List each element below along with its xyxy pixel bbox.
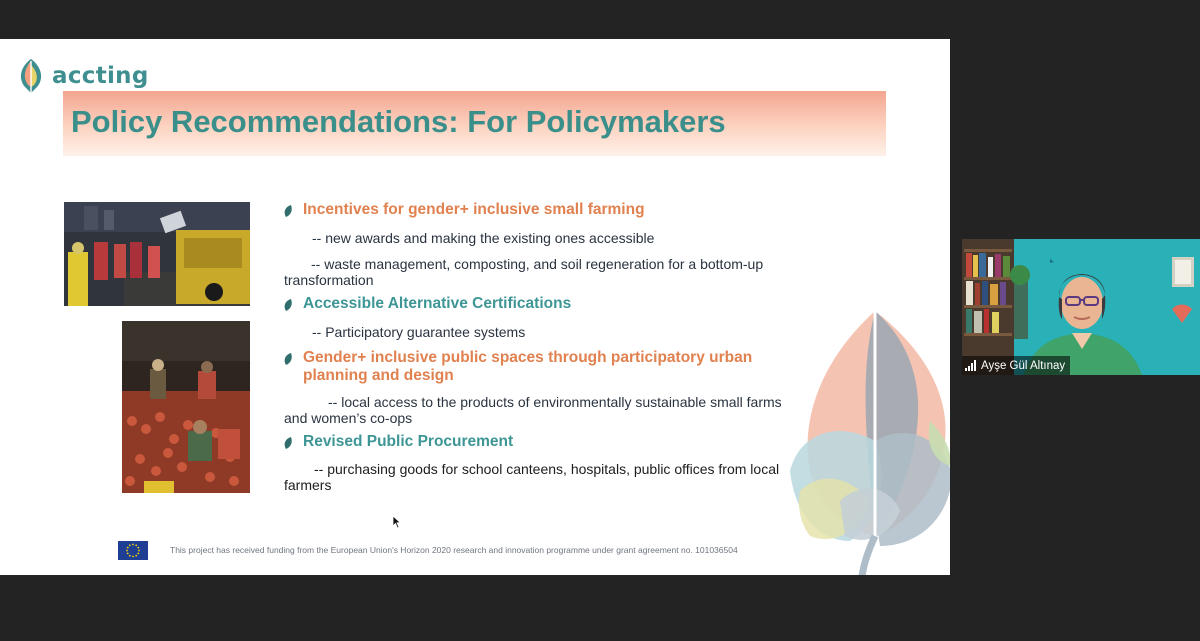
- bullet-certifications: [282, 295, 571, 313]
- decorative-leaf-graphic: [780, 301, 950, 575]
- logo-text: accting: [52, 63, 149, 89]
- title-banner: [63, 91, 886, 156]
- bullet-heading: Revised Public Procurement: [303, 433, 514, 450]
- leaf-bullet-icon: [282, 298, 294, 312]
- presentation-slide: [0, 39, 950, 575]
- bullet-procurement: [282, 433, 513, 451]
- sub-point: -- local access to the products of environmentally sustainable small farms and women’s co-ops: [284, 394, 782, 426]
- bullet-heading: Accessible Alternative Certifications: [303, 295, 572, 312]
- photo-street-protest: [64, 202, 250, 306]
- bullet-heading: Gender+ inclusive public spaces through participatory urban planning and design: [303, 349, 753, 384]
- participant-name: Ayşe Gül Altınay: [981, 359, 1066, 372]
- participant-video-tile[interactable]: [962, 239, 1200, 375]
- mouse-cursor-icon: [392, 515, 402, 529]
- eu-flag-icon: [118, 541, 148, 560]
- leaf-bullet-icon: [282, 204, 294, 218]
- leaf-logo-icon: [16, 57, 46, 95]
- sub-point: -- waste management, composting, and soil regeneration for a bottom-up transformation: [284, 256, 764, 288]
- leaf-bullet-icon: [282, 352, 294, 366]
- participant-name-tag: [962, 356, 1070, 375]
- bullet-public-spaces: [282, 349, 782, 385]
- photo-harvest-workers-image: [122, 321, 250, 493]
- accting-logo: [16, 57, 149, 95]
- signal-strength-icon: [965, 360, 977, 371]
- funding-notice: This project has received funding from the European Union's Horizon 2020 research and innovation programme under grant agreement no. 101036504: [170, 545, 738, 555]
- bullet-incentives: [282, 201, 645, 219]
- eu-stars-icon: [118, 541, 148, 560]
- bullet-heading: Incentives for gender+ inclusive small farming: [303, 201, 645, 218]
- sub-point: -- purchasing goods for school canteens, hospitals, public offices from local farmers: [284, 461, 780, 493]
- sub-point: -- new awards and making the existing ones accessible: [312, 230, 655, 246]
- photo-street-protest-image: [64, 202, 250, 306]
- slide-title: Policy Recommendations: For Policymakers: [71, 104, 726, 139]
- leaf-bullet-icon: [282, 436, 294, 450]
- participant-video-feed: [962, 239, 1200, 375]
- photo-harvest-workers: [122, 321, 250, 493]
- sub-point: -- Participatory guarantee systems: [312, 324, 526, 340]
